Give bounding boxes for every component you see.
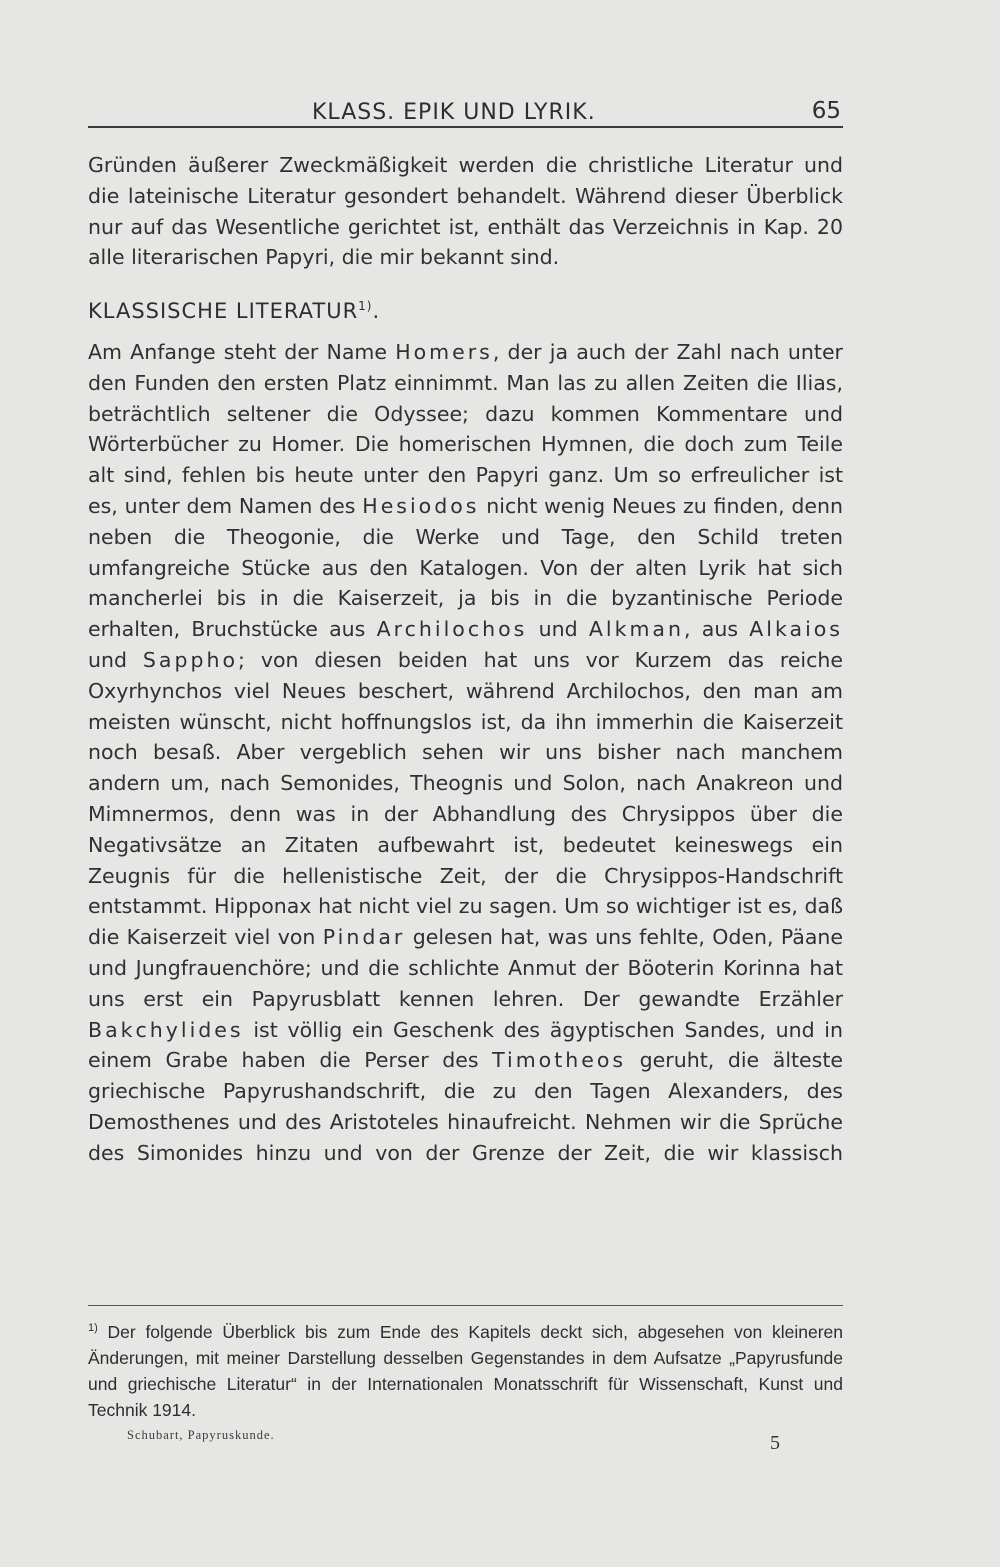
intro-paragraph: Gründen äußerer Zweckmäßigkeit werden die christliche Literatur und die lateinische Literatur gesondert behandelt. Während dieser Überblick nur auf das Wesentliche gerichtet ist, enthält das Verzeichnis in Kap. 20 alle literarischen Papyri, die mir bekannt sind.	[88, 153, 843, 270]
name-sappho: Sappho	[142, 647, 239, 672]
text-run: geruht, die älteste griechische Papyrushandschrift, die zu den Tagen Alexanders, des Demosthenes und des Aristoteles hinaufreicht. Nehmen wir die Sprüche des Simonides hinzu und von der Grenze der Zeit, die wir klassisch	[88, 1048, 843, 1165]
footnote-mark: 1)	[88, 1322, 98, 1334]
running-head	[88, 92, 843, 126]
page	[88, 92, 843, 1169]
text-run: und	[88, 647, 143, 672]
running-head-title: KLASS. EPIK UND LYRIK.	[312, 100, 596, 125]
name-timotheos: Timotheos	[492, 1048, 627, 1073]
text-run: nicht wenig Neues zu finden, denn neben die Theogonie, die Werke und Tage, den Schild treten umfangreiche Stücke aus den Katalogen. Von der alten Lyrik hat sich mancherlei bis in die Kaiserzeit, ja bis in die byzantinische Periode erhalten, Bruchstücke aus	[88, 493, 844, 642]
header-rule	[88, 126, 843, 128]
text-run: gelesen hat, was uns fehlte, Oden, Päane und Jungfrauenchöre; und die schlichte Anmut der Böoterin Korinna hat uns erst ein Papyrusblatt kennen lehren. Der gewandte Erzähler	[88, 925, 843, 1011]
text-run: und	[527, 617, 589, 642]
footnote-rule	[88, 1305, 843, 1306]
sheet-number: 5	[770, 1432, 780, 1454]
section-footnote-mark: 1)	[358, 299, 373, 314]
section-heading-text: KLASSISCHE LITERATUR	[88, 299, 359, 324]
section-heading	[88, 291, 843, 327]
text-run: Am Anfange steht der Name	[88, 339, 396, 364]
text-run: , aus	[683, 617, 750, 642]
signature-line: Schubart, Papyruskunde.	[127, 1428, 275, 1442]
footnote-text: Der folgende Überblick bis zum Ende des Kapitels deckt sich, abgesehen von kleineren Änderungen, mit meiner Darstellung desselben Gegenstandes in dem Aufsatze „Papyrusfunde und griechische Literatur“ in der Internationalen Monatsschrift für Wissenschaft, Kunst und Technik 1914.	[88, 1321, 843, 1420]
section-heading-period: .	[372, 299, 381, 324]
name-alkman: Alkman	[588, 617, 684, 642]
text-run: ist völlig ein Geschenk des ägyptischen Sandes, und in einem Grabe haben die Perser des	[88, 1017, 843, 1073]
name-hesiodos: Hesiodos	[362, 493, 480, 518]
page-number: 65	[811, 98, 841, 124]
name-homers: Homers	[395, 339, 493, 364]
main-paragraph	[88, 337, 843, 1169]
footnote	[88, 1315, 843, 1423]
body-text	[88, 150, 843, 1169]
text-run: ; von diesen beiden hat uns vor Kurzem das reiche Oxyrhynchos viel Neues beschert, während Archilochos, den man am meisten wünscht, nicht hoffnungslos ist, da ihn immerhin die Kaiserzeit noch besaß. Aber vergeblich sehen wir uns bisher nach manchem andern um, nach Semonides, Theognis und Solon, nach Anakreon und Mimnermos, denn was in der Abhandlung des Chrysippos über die Negativsätze an Zitaten aufbewahrt ist, bedeutet keineswegs ein Zeugnis für die hellenistische Zeit, der die Chrysippos-Handschrift entstammt. Hipponax hat nicht viel zu sagen. Um so wichtiger ist es, daß die Kaiserzeit viel von	[88, 647, 844, 950]
name-archilochos: Archilochos	[376, 617, 528, 642]
text-run: , der ja auch der Zahl nach unter den Funden den ersten Platz einnimmt. Man las zu allen Zeiten die Ilias, beträchtlich seltener die Odyssee; dazu kommen Kommentare und Wörterbücher zu Homer. Die homerischen Hymnen, die doch zum Teile alt sind, fehlen bis heute unter den Papyri ganz. Um so erfreulicher ist es, unter dem Namen des	[88, 339, 843, 518]
name-pindar: Pindar	[322, 925, 406, 950]
name-alkaios: Alkaios	[749, 617, 843, 642]
name-bakchylides: Bakchylides	[88, 1017, 244, 1042]
